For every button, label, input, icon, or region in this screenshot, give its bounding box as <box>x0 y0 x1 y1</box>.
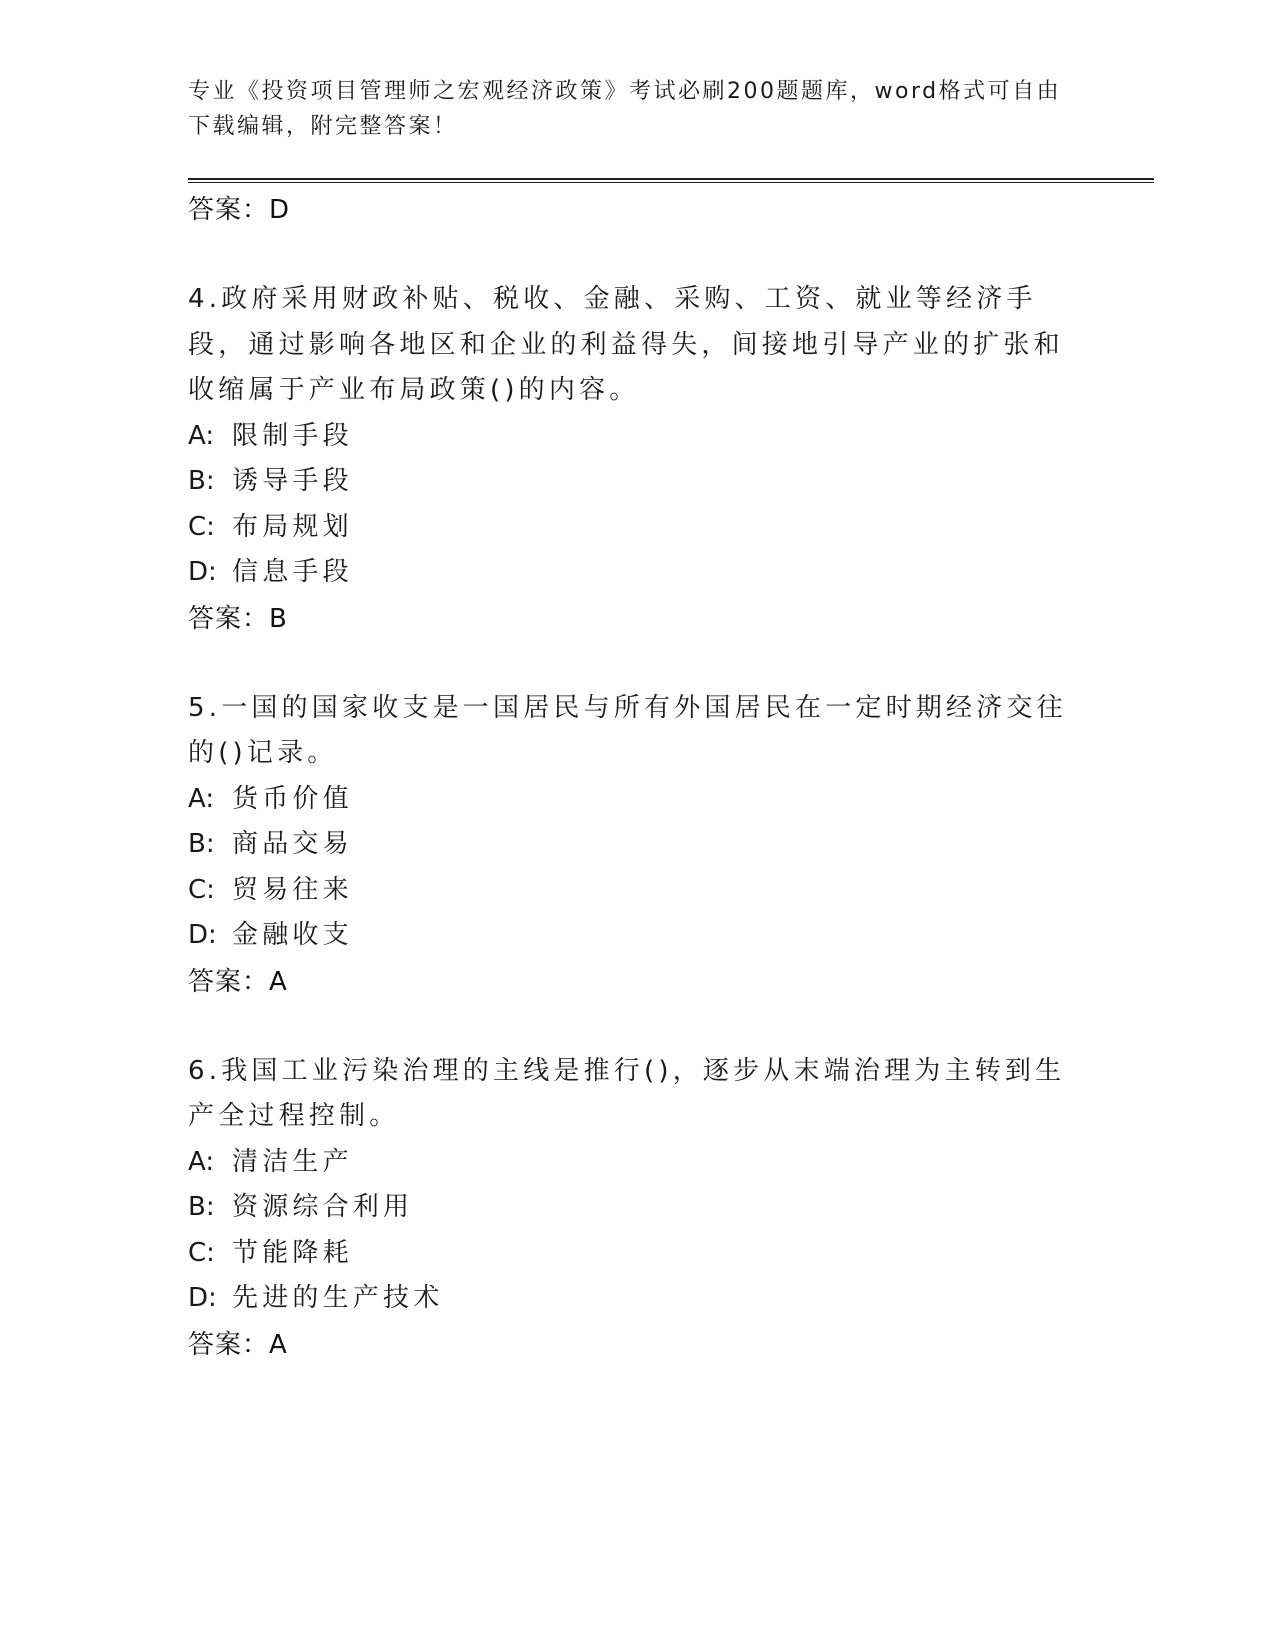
option-key: C: <box>188 874 215 905</box>
document-body <box>188 187 1068 1368</box>
option-text: 货币价值 <box>232 783 353 814</box>
option-text: 先进的生产技术 <box>232 1283 444 1313</box>
option-c <box>188 1231 1068 1277</box>
answer-line: 答案：A <box>188 1329 288 1360</box>
option-key: A: <box>188 783 215 814</box>
answer-line: 答案：D <box>188 195 291 225</box>
question-block-6 <box>188 1049 1068 1368</box>
option-text: 布局规划 <box>232 511 353 542</box>
option-key: D: <box>188 920 217 950</box>
option-d <box>188 1276 1068 1322</box>
question-text: 4.政府采用财政补贴、税收、金融、采购、工资、就业等经济手段，通过影响各地区和企业的利益得失，间接地引导产业的扩张和收缩属于产业布局政策()的内容。 <box>188 284 1064 405</box>
header-divider <box>188 178 1154 183</box>
option-a <box>188 414 1068 460</box>
answer-line: 答案：A <box>188 966 288 997</box>
question-text: 5.一国的国家收支是一国居民与所有外国居民在一定时期经济交往的()记录。 <box>188 692 1067 768</box>
option-key: D: <box>188 557 217 587</box>
option-d <box>188 550 1068 596</box>
option-text: 商品交易 <box>232 829 353 859</box>
option-text: 资源综合利用 <box>232 1192 414 1222</box>
option-b <box>188 459 1068 505</box>
option-text: 信息手段 <box>232 557 353 587</box>
document-header: 专业《投资项目管理师之宏观经济政策》考试必刷200题题库，word格式可自由下载编辑，附完整答案！ <box>188 79 1062 139</box>
option-d <box>188 913 1068 959</box>
option-text: 金融收支 <box>232 920 353 950</box>
option-key: A: <box>188 1146 215 1177</box>
question-text: 6.我国工业污染治理的主线是推行()，逐步从末端治理为主转到生产全过程控制。 <box>188 1055 1066 1131</box>
option-key: D: <box>188 1283 217 1313</box>
option-text: 清洁生产 <box>232 1146 353 1177</box>
option-text: 贸易往来 <box>232 874 353 905</box>
option-a <box>188 777 1068 823</box>
question-block-5 <box>188 686 1068 1005</box>
option-c <box>188 505 1068 551</box>
option-key: C: <box>188 1237 215 1268</box>
question-block-4 <box>188 277 1068 642</box>
option-b <box>188 822 1068 868</box>
option-key: B: <box>188 466 215 496</box>
option-text: 节能降耗 <box>232 1237 353 1268</box>
option-key: A: <box>188 420 215 451</box>
option-a <box>188 1140 1068 1186</box>
option-key: B: <box>188 1192 215 1222</box>
option-key: C: <box>188 511 215 542</box>
option-text: 诱导手段 <box>232 466 353 496</box>
option-text: 限制手段 <box>232 420 353 451</box>
option-b <box>188 1185 1068 1231</box>
option-key: B: <box>188 829 215 859</box>
option-c <box>188 868 1068 914</box>
answer-line: 答案：B <box>188 603 288 634</box>
